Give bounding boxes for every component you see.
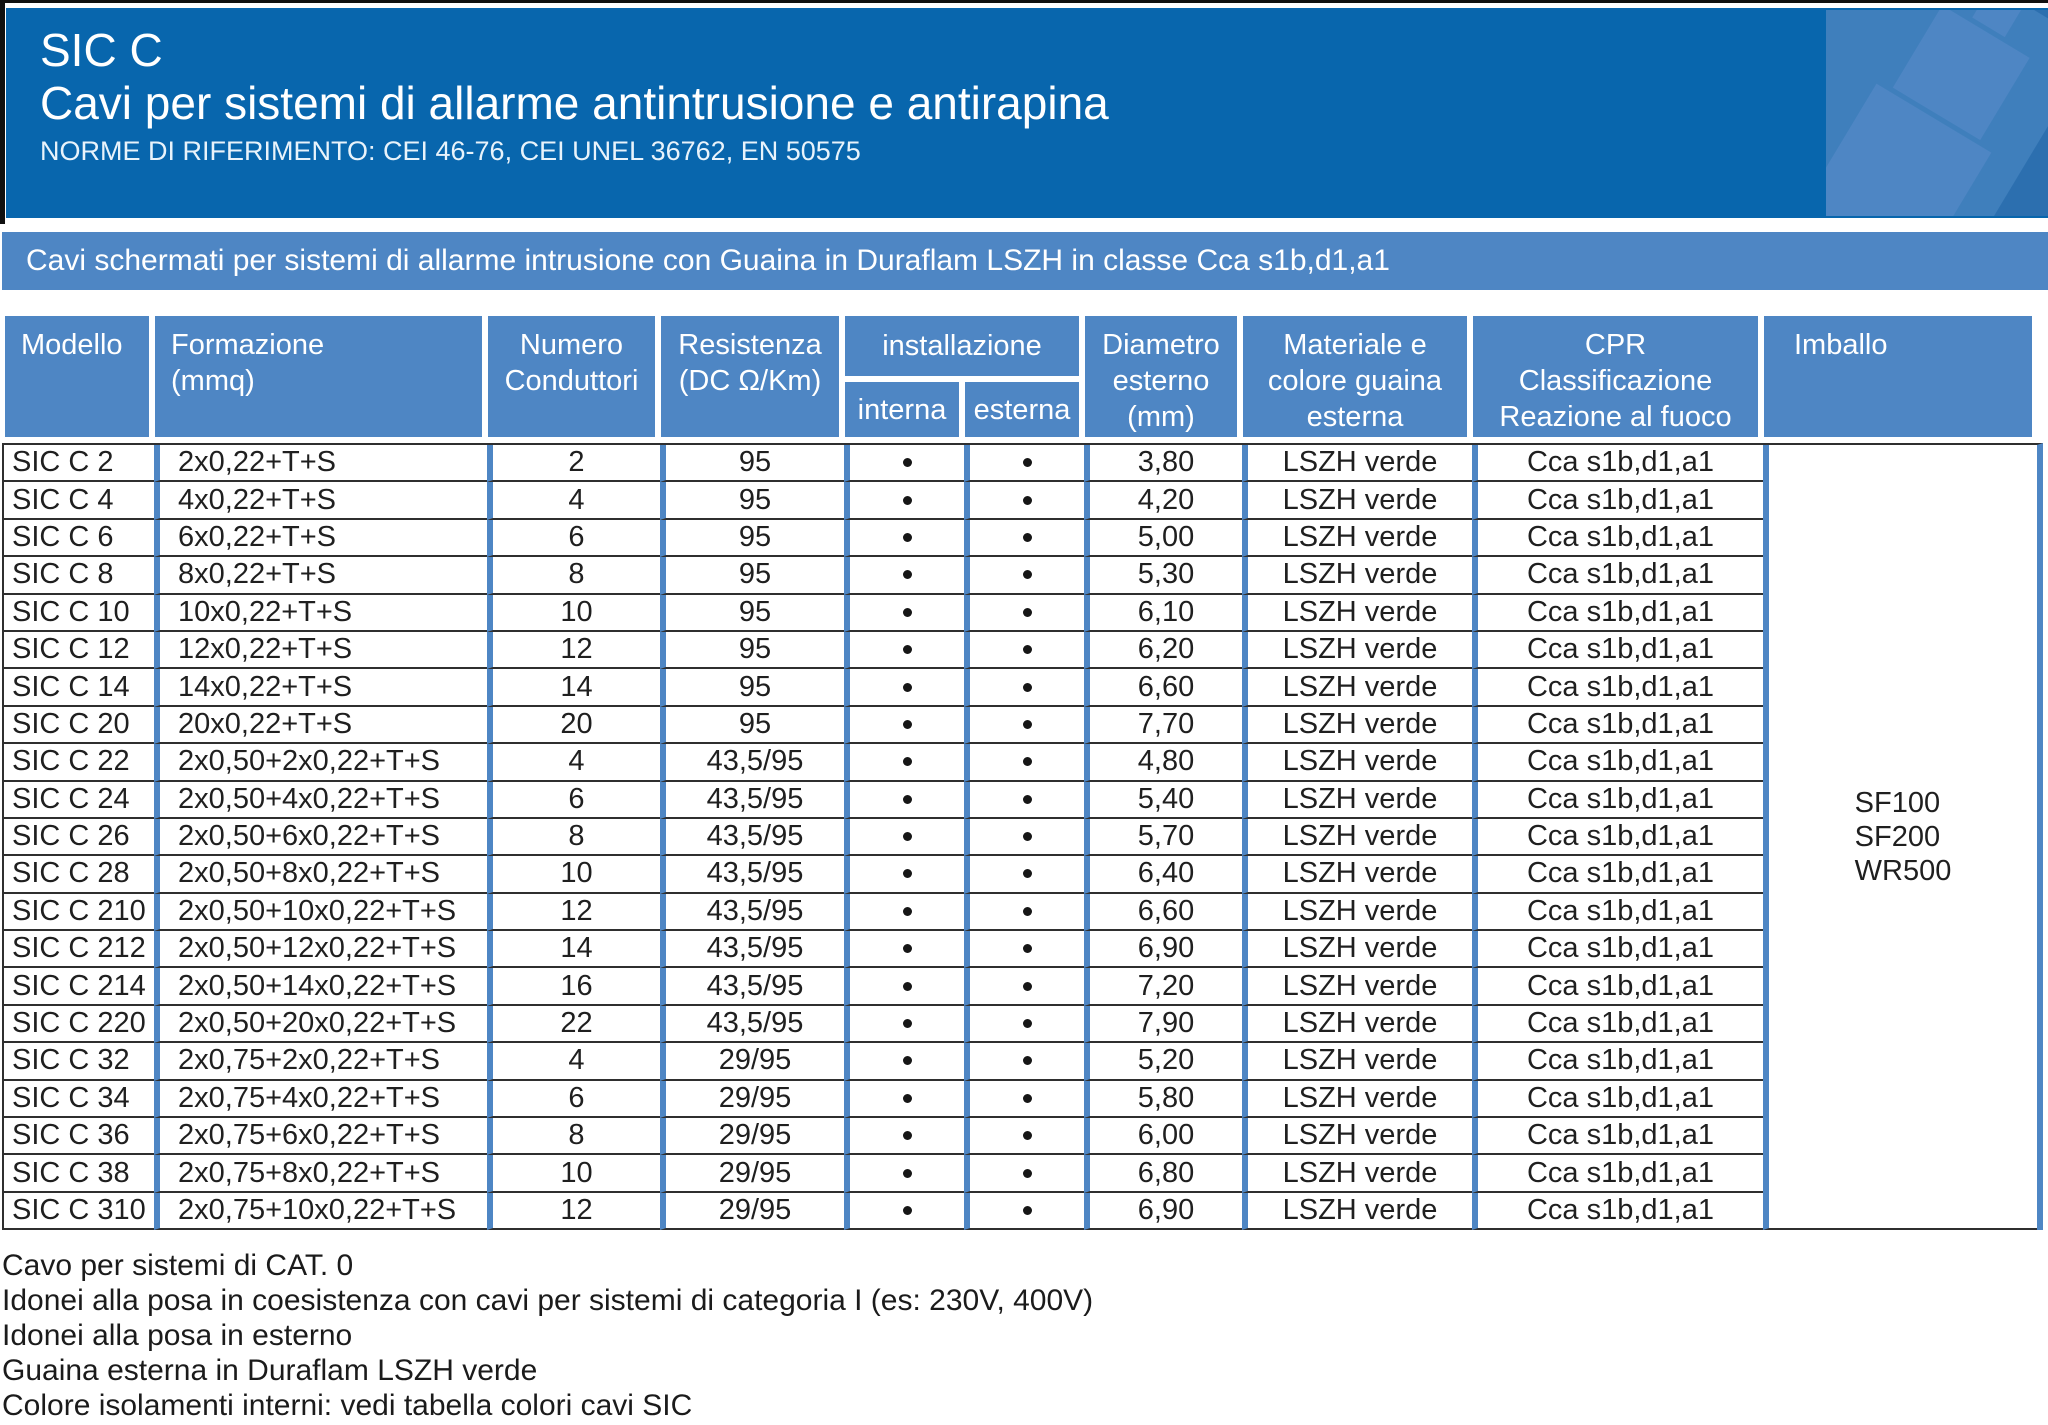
cell-diameter: 6,80 bbox=[1084, 1155, 1242, 1192]
cell-conductors: 10 bbox=[487, 1155, 660, 1192]
cell-sheath: LSZH verde bbox=[1242, 1081, 1472, 1118]
cell-formation: 2x0,50+4x0,22+T+S bbox=[154, 782, 487, 819]
cell-cpr: Cca s1b,d1,a1 bbox=[1472, 819, 1763, 856]
cell-sheath: LSZH verde bbox=[1242, 707, 1472, 744]
cell-conductors: 20 bbox=[487, 707, 660, 744]
install-dot-icon bbox=[1023, 683, 1032, 692]
note-line: Idonei alla posa in esterno bbox=[2, 1319, 353, 1352]
cell-install-interna bbox=[844, 445, 964, 482]
cell-conductors: 4 bbox=[487, 744, 660, 781]
cell-formation: 2x0,50+12x0,22+T+S bbox=[154, 931, 487, 968]
install-dot-icon bbox=[1023, 570, 1032, 579]
cell-resistance: 43,5/95 bbox=[660, 782, 844, 819]
col-header-numero-conduttori: Numero Conduttori bbox=[485, 313, 658, 440]
install-dot-icon bbox=[903, 1169, 912, 1178]
category-banner: Cavi schermati per sistemi di allarme intrusione con Guaina in Duraflam LSZH in classe Cca s1b,d1,a1 bbox=[2, 232, 2048, 290]
cell-model: SIC C 32 bbox=[4, 1043, 154, 1080]
cell-resistance: 29/95 bbox=[660, 1081, 844, 1118]
cell-model: SIC C 26 bbox=[4, 819, 154, 856]
cell-diameter: 4,20 bbox=[1084, 482, 1242, 519]
cell-formation: 14x0,22+T+S bbox=[154, 669, 487, 706]
cell-install-interna bbox=[844, 782, 964, 819]
cell-install-interna bbox=[844, 557, 964, 594]
cell-install-esterna bbox=[964, 856, 1084, 893]
footer-notes bbox=[2, 1248, 2038, 1423]
cell-formation: 2x0,50+20x0,22+T+S bbox=[154, 1006, 487, 1043]
cell-formation: 20x0,22+T+S bbox=[154, 707, 487, 744]
cell-diameter: 6,20 bbox=[1084, 632, 1242, 669]
cell-install-interna bbox=[844, 1193, 964, 1230]
col-header-formazione: Formazione (mmq) bbox=[152, 313, 485, 440]
cell-resistance: 29/95 bbox=[660, 1155, 844, 1192]
cell-install-interna bbox=[844, 1155, 964, 1192]
cell-formation: 2x0,50+8x0,22+T+S bbox=[154, 856, 487, 893]
cell-install-esterna bbox=[964, 1043, 1084, 1080]
cell-install-interna bbox=[844, 632, 964, 669]
cell-install-esterna bbox=[964, 1081, 1084, 1118]
cell-diameter: 5,20 bbox=[1084, 1043, 1242, 1080]
cell-conductors: 4 bbox=[487, 482, 660, 519]
cell-formation: 8x0,22+T+S bbox=[154, 557, 487, 594]
cell-resistance: 43,5/95 bbox=[660, 1006, 844, 1043]
note-line: Guaina esterna in Duraflam LSZH verde bbox=[2, 1354, 538, 1387]
install-dot-icon bbox=[903, 1056, 912, 1065]
cell-sheath: LSZH verde bbox=[1242, 819, 1472, 856]
cell-resistance: 95 bbox=[660, 669, 844, 706]
cell-install-interna bbox=[844, 482, 964, 519]
cell-install-esterna bbox=[964, 520, 1084, 557]
cell-sheath: LSZH verde bbox=[1242, 632, 1472, 669]
cell-cpr: Cca s1b,d1,a1 bbox=[1472, 1155, 1763, 1192]
cell-sheath: LSZH verde bbox=[1242, 1193, 1472, 1230]
cell-resistance: 29/95 bbox=[660, 1118, 844, 1155]
cell-sheath: LSZH verde bbox=[1242, 557, 1472, 594]
cell-resistance: 95 bbox=[660, 557, 844, 594]
cell-model: SIC C 212 bbox=[4, 931, 154, 968]
install-dot-icon bbox=[1023, 608, 1032, 617]
cell-conductors: 6 bbox=[487, 782, 660, 819]
install-dot-icon bbox=[903, 496, 912, 505]
cell-sheath: LSZH verde bbox=[1242, 782, 1472, 819]
cell-sheath: LSZH verde bbox=[1242, 1043, 1472, 1080]
cell-diameter: 6,90 bbox=[1084, 1193, 1242, 1230]
install-dot-icon bbox=[1023, 757, 1032, 766]
cell-resistance: 43,5/95 bbox=[660, 931, 844, 968]
cell-conductors: 6 bbox=[487, 1081, 660, 1118]
cell-cpr: Cca s1b,d1,a1 bbox=[1472, 894, 1763, 931]
cell-conductors: 10 bbox=[487, 595, 660, 632]
cell-cpr: Cca s1b,d1,a1 bbox=[1472, 1043, 1763, 1080]
cell-conductors: 8 bbox=[487, 1118, 660, 1155]
cell-sheath: LSZH verde bbox=[1242, 595, 1472, 632]
install-dot-icon bbox=[903, 832, 912, 841]
cell-install-interna bbox=[844, 968, 964, 1005]
col-header-esterna: esterna bbox=[962, 379, 1082, 440]
cell-install-interna bbox=[844, 595, 964, 632]
cell-diameter: 6,00 bbox=[1084, 1118, 1242, 1155]
cell-diameter: 5,80 bbox=[1084, 1081, 1242, 1118]
cell-conductors: 8 bbox=[487, 819, 660, 856]
install-dot-icon bbox=[903, 720, 912, 729]
cell-sheath: LSZH verde bbox=[1242, 520, 1472, 557]
cell-diameter: 6,10 bbox=[1084, 595, 1242, 632]
cell-cpr: Cca s1b,d1,a1 bbox=[1472, 968, 1763, 1005]
cell-conductors: 12 bbox=[487, 894, 660, 931]
cell-conductors: 16 bbox=[487, 968, 660, 1005]
install-dot-icon bbox=[1023, 720, 1032, 729]
cell-cpr: Cca s1b,d1,a1 bbox=[1472, 520, 1763, 557]
cell-formation: 2x0,50+14x0,22+T+S bbox=[154, 968, 487, 1005]
cell-model: SIC C 2 bbox=[4, 445, 154, 482]
install-dot-icon bbox=[903, 645, 912, 654]
install-dot-icon bbox=[1023, 1056, 1032, 1065]
install-dot-icon bbox=[903, 795, 912, 804]
install-dot-icon bbox=[1023, 645, 1032, 654]
cell-conductors: 6 bbox=[487, 520, 660, 557]
install-dot-icon bbox=[1023, 1169, 1032, 1178]
cell-formation: 10x0,22+T+S bbox=[154, 595, 487, 632]
cell-formation: 2x0,50+10x0,22+T+S bbox=[154, 894, 487, 931]
cell-sheath: LSZH verde bbox=[1242, 1155, 1472, 1192]
note-line: Colore isolamenti interni: vedi tabella colori cavi SIC bbox=[2, 1389, 693, 1422]
cell-conductors: 12 bbox=[487, 632, 660, 669]
page-title: Cavi per sistemi di allarme antintrusione e antirapina bbox=[40, 77, 1109, 129]
cell-install-esterna bbox=[964, 669, 1084, 706]
install-dot-icon bbox=[1023, 907, 1032, 916]
install-dot-icon bbox=[1023, 1206, 1032, 1215]
cell-install-interna bbox=[844, 707, 964, 744]
cell-install-esterna bbox=[964, 632, 1084, 669]
cell-install-interna bbox=[844, 856, 964, 893]
install-dot-icon bbox=[1023, 1131, 1032, 1140]
install-dot-icon bbox=[903, 1206, 912, 1215]
install-dot-icon bbox=[1023, 832, 1032, 841]
cell-resistance: 43,5/95 bbox=[660, 894, 844, 931]
cell-install-esterna bbox=[964, 1155, 1084, 1192]
install-dot-icon bbox=[1023, 458, 1032, 467]
cell-resistance: 95 bbox=[660, 595, 844, 632]
col-header-materiale: Materiale e colore guaina esterna bbox=[1240, 313, 1470, 440]
page-left-edge bbox=[0, 0, 5, 224]
cell-resistance: 43,5/95 bbox=[660, 856, 844, 893]
cell-conductors: 8 bbox=[487, 557, 660, 594]
cell-model: SIC C 8 bbox=[4, 557, 154, 594]
cell-imballo-merged bbox=[1763, 445, 2037, 1230]
cell-resistance: 43,5/95 bbox=[660, 744, 844, 781]
cell-install-esterna bbox=[964, 968, 1084, 1005]
cell-cpr: Cca s1b,d1,a1 bbox=[1472, 1081, 1763, 1118]
note-line: Cavo per sistemi di CAT. 0 bbox=[2, 1249, 354, 1282]
cell-install-interna bbox=[844, 1043, 964, 1080]
cell-resistance: 95 bbox=[660, 482, 844, 519]
col-header-interna: interna bbox=[842, 379, 962, 440]
cell-install-esterna bbox=[964, 819, 1084, 856]
cell-sheath: LSZH verde bbox=[1242, 669, 1472, 706]
install-dot-icon bbox=[903, 608, 912, 617]
table-header bbox=[2, 313, 2035, 440]
cell-diameter: 6,40 bbox=[1084, 856, 1242, 893]
cell-resistance: 95 bbox=[660, 632, 844, 669]
col-header-resistenza: Resistenza (DC Ω/Km) bbox=[658, 313, 842, 440]
cell-formation: 2x0,50+6x0,22+T+S bbox=[154, 819, 487, 856]
install-dot-icon bbox=[1023, 1019, 1032, 1028]
cell-formation: 2x0,75+4x0,22+T+S bbox=[154, 1081, 487, 1118]
cell-model: SIC C 14 bbox=[4, 669, 154, 706]
cell-model: SIC C 22 bbox=[4, 744, 154, 781]
note-line: Idonei alla posa in coesistenza con cavi per sistemi di categoria I (es: 230V, 400V) bbox=[2, 1284, 1094, 1317]
cell-sheath: LSZH verde bbox=[1242, 1118, 1472, 1155]
cell-install-interna bbox=[844, 1118, 964, 1155]
cell-resistance: 95 bbox=[660, 520, 844, 557]
install-dot-icon bbox=[1023, 1094, 1032, 1103]
cell-resistance: 43,5/95 bbox=[660, 968, 844, 1005]
install-dot-icon bbox=[903, 757, 912, 766]
install-dot-icon bbox=[1023, 795, 1032, 804]
cell-conductors: 14 bbox=[487, 669, 660, 706]
cell-model: SIC C 220 bbox=[4, 1006, 154, 1043]
cell-install-interna bbox=[844, 520, 964, 557]
cell-model: SIC C 214 bbox=[4, 968, 154, 1005]
install-dot-icon bbox=[903, 1131, 912, 1140]
cell-install-esterna bbox=[964, 1118, 1084, 1155]
cell-install-esterna bbox=[964, 1193, 1084, 1230]
cell-resistance: 29/95 bbox=[660, 1043, 844, 1080]
table-body bbox=[2, 443, 2043, 1230]
install-dot-icon bbox=[903, 458, 912, 467]
cell-model: SIC C 34 bbox=[4, 1081, 154, 1118]
cell-sheath: LSZH verde bbox=[1242, 856, 1472, 893]
cell-conductors: 14 bbox=[487, 931, 660, 968]
cell-conductors: 22 bbox=[487, 1006, 660, 1043]
cell-formation: 12x0,22+T+S bbox=[154, 632, 487, 669]
cell-install-interna bbox=[844, 894, 964, 931]
cell-conductors: 4 bbox=[487, 1043, 660, 1080]
cell-cpr: Cca s1b,d1,a1 bbox=[1472, 856, 1763, 893]
cell-install-interna bbox=[844, 1006, 964, 1043]
cell-cpr: Cca s1b,d1,a1 bbox=[1472, 744, 1763, 781]
cell-cpr: Cca s1b,d1,a1 bbox=[1472, 782, 1763, 819]
cell-install-esterna bbox=[964, 595, 1084, 632]
cell-install-esterna bbox=[964, 782, 1084, 819]
cell-conductors: 12 bbox=[487, 1193, 660, 1230]
cell-install-interna bbox=[844, 819, 964, 856]
cell-diameter: 4,80 bbox=[1084, 744, 1242, 781]
cell-diameter: 5,00 bbox=[1084, 520, 1242, 557]
cell-model: SIC C 38 bbox=[4, 1155, 154, 1192]
install-dot-icon bbox=[1023, 944, 1032, 953]
col-header-installazione: installazione bbox=[842, 313, 1082, 379]
cell-cpr: Cca s1b,d1,a1 bbox=[1472, 1193, 1763, 1230]
cell-diameter: 7,20 bbox=[1084, 968, 1242, 1005]
cell-model: SIC C 36 bbox=[4, 1118, 154, 1155]
cell-diameter: 6,60 bbox=[1084, 894, 1242, 931]
cell-install-esterna bbox=[964, 557, 1084, 594]
cell-install-esterna bbox=[964, 707, 1084, 744]
install-dot-icon bbox=[1023, 533, 1032, 542]
cell-formation: 2x0,22+T+S bbox=[154, 445, 487, 482]
cell-resistance: 95 bbox=[660, 707, 844, 744]
cell-install-interna bbox=[844, 744, 964, 781]
cell-formation: 2x0,50+2x0,22+T+S bbox=[154, 744, 487, 781]
install-dot-icon bbox=[903, 1019, 912, 1028]
col-header-diametro: Diametro esterno (mm) bbox=[1082, 313, 1240, 440]
cell-model: SIC C 20 bbox=[4, 707, 154, 744]
cell-model: SIC C 10 bbox=[4, 595, 154, 632]
install-dot-icon bbox=[1023, 869, 1032, 878]
cell-cpr: Cca s1b,d1,a1 bbox=[1472, 632, 1763, 669]
cell-model: SIC C 6 bbox=[4, 520, 154, 557]
cell-cpr: Cca s1b,d1,a1 bbox=[1472, 931, 1763, 968]
cell-install-esterna bbox=[964, 744, 1084, 781]
cell-diameter: 5,30 bbox=[1084, 557, 1242, 594]
reference-norms: NORME DI RIFERIMENTO: CEI 46-76, CEI UNEL 36762, EN 50575 bbox=[40, 136, 861, 166]
cell-formation: 4x0,22+T+S bbox=[154, 482, 487, 519]
cell-model: SIC C 310 bbox=[4, 1193, 154, 1230]
cell-conductors: 2 bbox=[487, 445, 660, 482]
cell-diameter: 6,60 bbox=[1084, 669, 1242, 706]
cell-cpr: Cca s1b,d1,a1 bbox=[1472, 669, 1763, 706]
col-header-modello: Modello bbox=[2, 313, 152, 440]
cell-model: SIC C 24 bbox=[4, 782, 154, 819]
install-dot-icon bbox=[1023, 982, 1032, 991]
cell-cpr: Cca s1b,d1,a1 bbox=[1472, 482, 1763, 519]
cell-model: SIC C 4 bbox=[4, 482, 154, 519]
cell-diameter: 6,90 bbox=[1084, 931, 1242, 968]
cell-cpr: Cca s1b,d1,a1 bbox=[1472, 557, 1763, 594]
cell-resistance: 43,5/95 bbox=[660, 819, 844, 856]
cell-cpr: Cca s1b,d1,a1 bbox=[1472, 707, 1763, 744]
cell-diameter: 7,90 bbox=[1084, 1006, 1242, 1043]
cell-diameter: 5,70 bbox=[1084, 819, 1242, 856]
cell-sheath: LSZH verde bbox=[1242, 482, 1472, 519]
install-dot-icon bbox=[903, 907, 912, 916]
cell-install-esterna bbox=[964, 931, 1084, 968]
install-dot-icon bbox=[903, 944, 912, 953]
install-dot-icon bbox=[903, 1094, 912, 1103]
masthead bbox=[6, 8, 2048, 218]
cell-formation: 2x0,75+10x0,22+T+S bbox=[154, 1193, 487, 1230]
cell-model: SIC C 28 bbox=[4, 856, 154, 893]
install-dot-icon bbox=[903, 533, 912, 542]
install-dot-icon bbox=[1023, 496, 1032, 505]
cell-sheath: LSZH verde bbox=[1242, 1006, 1472, 1043]
cell-formation: 2x0,75+8x0,22+T+S bbox=[154, 1155, 487, 1192]
cell-cpr: Cca s1b,d1,a1 bbox=[1472, 1118, 1763, 1155]
cell-formation: 2x0,75+2x0,22+T+S bbox=[154, 1043, 487, 1080]
product-code: SIC C bbox=[40, 24, 163, 76]
cable-illustration-icon bbox=[1826, 10, 2048, 216]
col-header-imballo: Imballo bbox=[1761, 313, 2035, 440]
cell-model: SIC C 12 bbox=[4, 632, 154, 669]
cell-install-interna bbox=[844, 669, 964, 706]
cell-install-esterna bbox=[964, 445, 1084, 482]
cell-sheath: LSZH verde bbox=[1242, 968, 1472, 1005]
cell-sheath: LSZH verde bbox=[1242, 445, 1472, 482]
cell-sheath: LSZH verde bbox=[1242, 931, 1472, 968]
cell-sheath: LSZH verde bbox=[1242, 744, 1472, 781]
cell-conductors: 10 bbox=[487, 856, 660, 893]
cell-formation: 6x0,22+T+S bbox=[154, 520, 487, 557]
imballo-values: SF100 SF200 WR500 bbox=[1854, 786, 1952, 887]
cell-diameter: 7,70 bbox=[1084, 707, 1242, 744]
cell-install-esterna bbox=[964, 894, 1084, 931]
install-dot-icon bbox=[903, 570, 912, 579]
cell-diameter: 3,80 bbox=[1084, 445, 1242, 482]
install-dot-icon bbox=[903, 683, 912, 692]
col-header-cpr: CPR Classificazione Reazione al fuoco bbox=[1470, 313, 1761, 440]
cell-cpr: Cca s1b,d1,a1 bbox=[1472, 1006, 1763, 1043]
page-top-edge bbox=[0, 0, 2048, 3]
cell-model: SIC C 210 bbox=[4, 894, 154, 931]
cell-diameter: 5,40 bbox=[1084, 782, 1242, 819]
spec-table bbox=[2, 313, 2043, 1230]
cell-install-interna bbox=[844, 1081, 964, 1118]
cell-install-esterna bbox=[964, 1006, 1084, 1043]
install-dot-icon bbox=[903, 982, 912, 991]
install-dot-icon bbox=[903, 869, 912, 878]
cell-cpr: Cca s1b,d1,a1 bbox=[1472, 595, 1763, 632]
cell-sheath: LSZH verde bbox=[1242, 894, 1472, 931]
cell-resistance: 29/95 bbox=[660, 1193, 844, 1230]
cell-formation: 2x0,75+6x0,22+T+S bbox=[154, 1118, 487, 1155]
cell-install-interna bbox=[844, 931, 964, 968]
cell-resistance: 95 bbox=[660, 445, 844, 482]
cell-install-esterna bbox=[964, 482, 1084, 519]
cell-cpr: Cca s1b,d1,a1 bbox=[1472, 445, 1763, 482]
